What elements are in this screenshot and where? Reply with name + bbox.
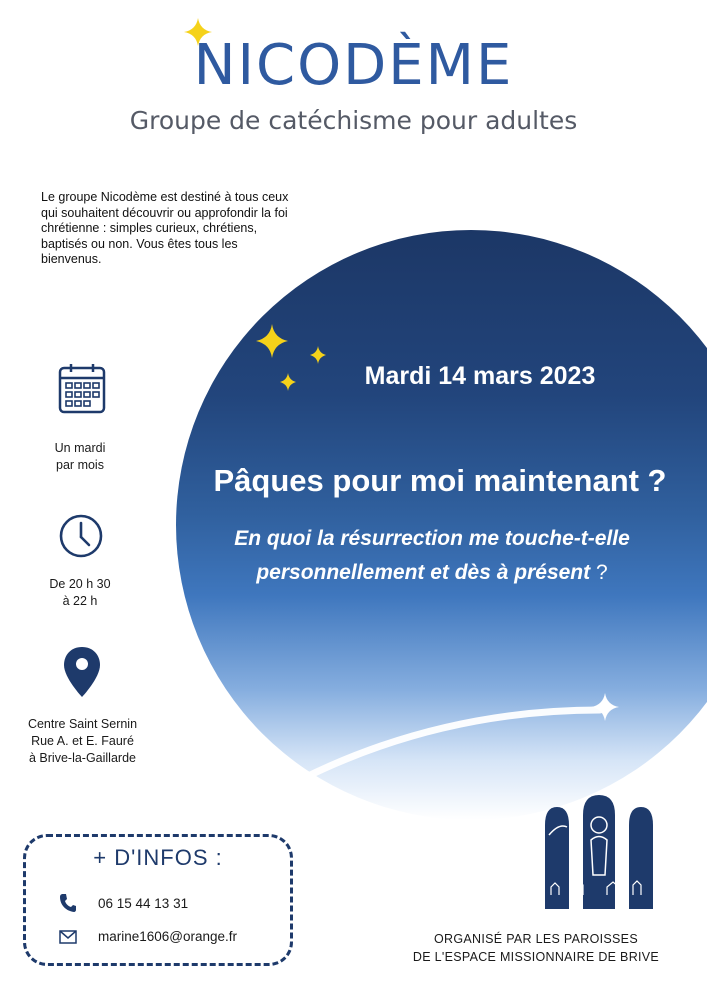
location-line-2: Rue A. et E. Fauré (31, 734, 134, 748)
comet-trail (290, 640, 707, 790)
frequency-line-1: Un mardi (54, 441, 106, 455)
hours-text (30, 576, 130, 610)
hours-line-2: à 22 h (62, 594, 98, 608)
organizer-line-2: DE L'ESPACE MISSIONNAIRE DE BRIVE (412, 950, 660, 964)
star-icon (183, 17, 213, 47)
organizer-text (396, 930, 676, 966)
star-icon (590, 692, 620, 722)
logo-subtitle: Groupe de catéchisme pour adultes (129, 106, 578, 135)
email-address[interactable]: marine1606@orange.fr (98, 929, 238, 944)
event-date: Mardi 14 mars 2023 (364, 362, 596, 390)
map-pin-icon (63, 646, 101, 698)
logo-title: NICODÈME (193, 33, 514, 98)
location-line-1: Centre Saint Sernin (27, 717, 138, 731)
frequency-line-2: par mois (56, 458, 104, 472)
infos-title: + D'INFOS : (93, 845, 223, 870)
intro-text: Le groupe Nicodème est destiné à tous ceux qui souhaitent découvrir ou approfondir la foi chrétienne : simples curieux, chrétiens, baptisés ou non. Vous êtes tous les bienvenus. (41, 190, 289, 266)
event-subtitle-text: En quoi la résurrection me touche-t-elle personnellement et dès à présent (234, 527, 630, 584)
phone-number[interactable]: 06 15 44 13 31 (98, 896, 189, 911)
organizer-line-1: ORGANISÉ PAR LES PAROISSES (434, 932, 638, 946)
envelope-icon (59, 930, 77, 944)
event-subtitle (182, 522, 682, 590)
frequency-text (30, 440, 130, 474)
event-subtitle-mark: ? (590, 561, 608, 584)
parish-logo (545, 795, 655, 910)
phone-icon (59, 893, 77, 913)
hours-line-1: De 20 h 30 (49, 577, 111, 591)
clock-icon (58, 513, 104, 559)
event-title: Pâques pour moi maintenant ? (213, 463, 667, 498)
calendar-icon (58, 362, 106, 414)
location-line-3: à Brive-la-Gaillarde (29, 751, 136, 765)
location-text (15, 716, 150, 767)
